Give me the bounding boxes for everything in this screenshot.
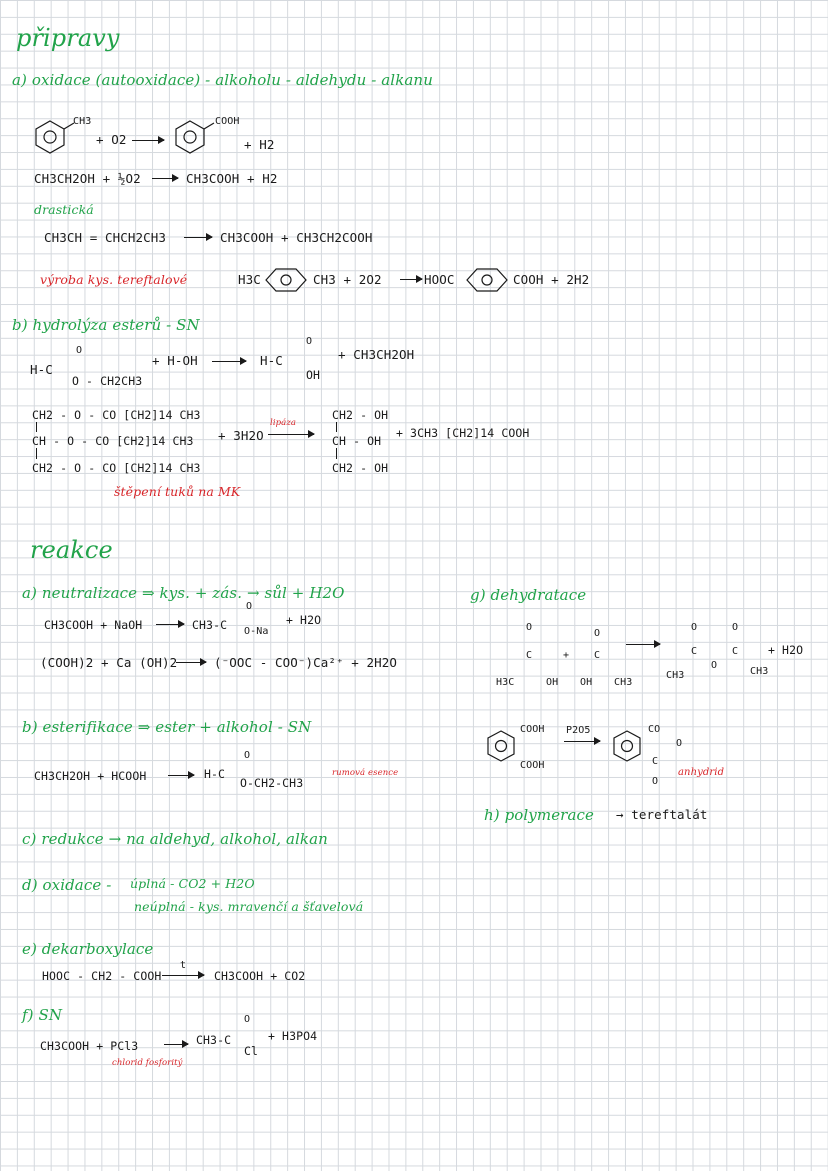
reakce-g-heading: g) dehydratace xyxy=(470,586,587,604)
a1-prod-b: + H2O xyxy=(286,613,322,627)
tuk-row: CH2 - O - CO [CH2]14 CH3 xyxy=(32,408,201,422)
a1-prod-a: CH3-C xyxy=(192,618,228,632)
ester-plus-h2o: + H-OH xyxy=(152,353,198,368)
r1-ch3: CH3 xyxy=(73,116,92,127)
tereftal-left-b: CH3 + 2O2 xyxy=(313,272,382,287)
g2-cooh1: COOH xyxy=(520,724,545,735)
ester-oh: OH xyxy=(306,368,321,382)
reaction-arrow xyxy=(268,434,314,435)
reaction-arrow xyxy=(400,279,422,280)
r1-cooh: COOH xyxy=(215,116,240,127)
benzene-ring-icon xyxy=(34,120,66,154)
g1-water: + H2O xyxy=(768,643,804,657)
a1-left: CH3COOH + NaOH xyxy=(44,618,143,632)
e1-left: HOOC - CH2 - COOH xyxy=(42,969,162,983)
tuk-plus-water: + 3H2O xyxy=(218,428,264,443)
ester-o-top: O xyxy=(76,345,83,356)
benzene-ring-icon xyxy=(174,120,206,154)
reakce-d-label: d) oxidace - xyxy=(22,876,112,894)
g2-c: C xyxy=(652,756,659,767)
bond xyxy=(36,448,37,459)
g1-o: O xyxy=(691,622,698,633)
benzene-ring-icon xyxy=(612,730,642,762)
bond xyxy=(36,422,37,432)
reakce-e-heading: e) dekarboxylace xyxy=(22,940,154,958)
tuk-row: CH2 - O - CO [CH2]14 CH3 xyxy=(32,461,201,475)
g1-c: C xyxy=(526,650,533,661)
ester-hc-left: H-C xyxy=(30,362,53,377)
tereftal-label: výroba kys. tereftalové xyxy=(40,272,188,287)
reakce-c: c) redukce → na aldehyd, alkohol, alkan xyxy=(22,830,328,848)
f1-left: CH3COOH + PCl3 xyxy=(40,1039,139,1053)
reaction-arrow xyxy=(164,1044,188,1045)
tuk-row: CH - O - CO [CH2]14 CH3 xyxy=(32,434,194,448)
g1-ch3: CH3 xyxy=(666,670,685,681)
b1-prod-a: H-C xyxy=(204,767,226,781)
tereftal-right-a: HOOC xyxy=(424,272,455,287)
r1-plus-o2: + O2 xyxy=(96,132,127,147)
g1-o: O xyxy=(711,660,718,671)
glycerol-row: CH - OH xyxy=(332,434,382,448)
g1-c: C xyxy=(732,646,739,657)
reakce-h-heading: h) polymerace xyxy=(484,806,594,824)
f1-note: chlorid fosforitý xyxy=(112,1058,183,1068)
reaction-arrow xyxy=(168,775,194,776)
r3-left: CH3CH = CHCH2CH3 xyxy=(44,230,167,245)
reakce-d1: úplná - CO2 + H2O xyxy=(130,876,255,891)
drasticka-label: drastická xyxy=(34,202,94,217)
g2-cooh2: COOH xyxy=(520,760,545,771)
f1-prod-o: O xyxy=(244,1014,251,1025)
f1-prod-cl: Cl xyxy=(244,1044,259,1058)
g1-oh2: OH xyxy=(580,677,593,688)
tereftal-right-b: COOH + 2H2 xyxy=(513,272,590,287)
b1-prod-o: O xyxy=(244,750,251,761)
b1-prod-b: O-CH2-CH3 xyxy=(240,776,304,790)
bond xyxy=(336,448,337,459)
g2-reagent: P2O5 xyxy=(566,725,591,736)
prep-b-heading: b) hydrolýza esterů - SN xyxy=(12,316,200,334)
e1-right: CH3COOH + CO2 xyxy=(214,969,306,983)
g1-oh: OH xyxy=(546,677,559,688)
glycerol-row: CH2 - OH xyxy=(332,461,389,475)
reakce-d2: neúplná - kys. mravenčí a šťavelová xyxy=(134,899,364,914)
a2-right: (⁻OOC - COO⁻)Ca²⁺ + 2H2O xyxy=(214,655,398,670)
reakce-title: reakce xyxy=(30,536,113,564)
g1-plus: + xyxy=(563,650,570,661)
tuk-note: štěpení tuků na MK xyxy=(114,484,241,499)
reaction-arrow xyxy=(626,644,660,645)
a1-prod-ona: O-Na xyxy=(244,626,269,637)
r1-h2: + H2 xyxy=(244,137,275,152)
b1-left: CH3CH2OH + HCOOH xyxy=(34,769,147,783)
reakce-h-product: → tereftalát xyxy=(616,807,708,822)
ester-o-top2: O xyxy=(306,336,313,347)
g1-h3c: H3C xyxy=(496,677,515,688)
e1-cond: t xyxy=(180,960,187,971)
tuk-right: + 3CH3 [CH2]14 COOH xyxy=(396,426,530,440)
benzene-ring-icon xyxy=(264,268,308,292)
f1-prod-a: CH3-C xyxy=(196,1033,232,1047)
g1-c: C xyxy=(594,650,601,661)
reaction-arrow xyxy=(212,361,246,362)
reaction-arrow xyxy=(132,140,164,141)
ester-hc-right: H-C xyxy=(260,353,283,368)
g1-o: O xyxy=(732,622,739,633)
ester-right: + CH3CH2OH xyxy=(338,347,415,362)
g1-ch3: CH3 xyxy=(614,677,633,688)
reaction-arrow xyxy=(156,624,184,625)
glycerol-row: CH2 - OH xyxy=(332,408,389,422)
b1-note: rumová esence xyxy=(332,768,399,778)
bond xyxy=(336,422,337,432)
tereftal-left-a: H3C xyxy=(238,272,261,287)
g1-ch3: CH3 xyxy=(750,666,769,677)
reakce-b-heading: b) esterifikace ⇒ ester + alkohol - SN xyxy=(22,718,312,736)
reakce-f-heading: f) SN xyxy=(22,1006,63,1024)
reaction-arrow xyxy=(176,662,206,663)
g2-o-ring: O xyxy=(676,738,683,749)
g2-co: CO xyxy=(648,724,661,735)
g1-o: O xyxy=(594,628,601,639)
r2-left: CH3CH2OH + ½O2 xyxy=(34,171,141,186)
g2-label: anhydrid xyxy=(678,767,725,778)
benzene-ring-icon xyxy=(465,268,509,292)
r3-right: CH3COOH + CH3CH2COOH xyxy=(220,230,373,245)
ester-och2: O - CH2CH3 xyxy=(72,374,143,388)
g1-o: O xyxy=(526,622,533,633)
r2-right: CH3COOH + H2 xyxy=(186,171,278,186)
a1-prod-o: O xyxy=(246,601,253,612)
reaction-arrow xyxy=(184,237,212,238)
g1-c: C xyxy=(691,646,698,657)
benzene-ring-icon xyxy=(486,730,516,762)
reaction-arrow xyxy=(162,975,204,976)
prep-a-heading: a) oxidace (autooxidace) - alkoholu - aldehydu - alkanu xyxy=(12,71,433,89)
reakce-a-heading: a) neutralizace ⇒ kys. + zás. → sůl + H2O xyxy=(22,584,345,602)
g2-o-bottom: O xyxy=(652,776,659,787)
reaction-arrow xyxy=(564,741,600,742)
reaction-arrow xyxy=(152,178,178,179)
enzyme-label: lipáza xyxy=(270,418,297,428)
f1-right: + H3PO4 xyxy=(268,1029,318,1043)
page-title: připravy xyxy=(16,24,120,52)
a2-left: (COOH)2 + Ca (OH)2 xyxy=(40,655,178,670)
